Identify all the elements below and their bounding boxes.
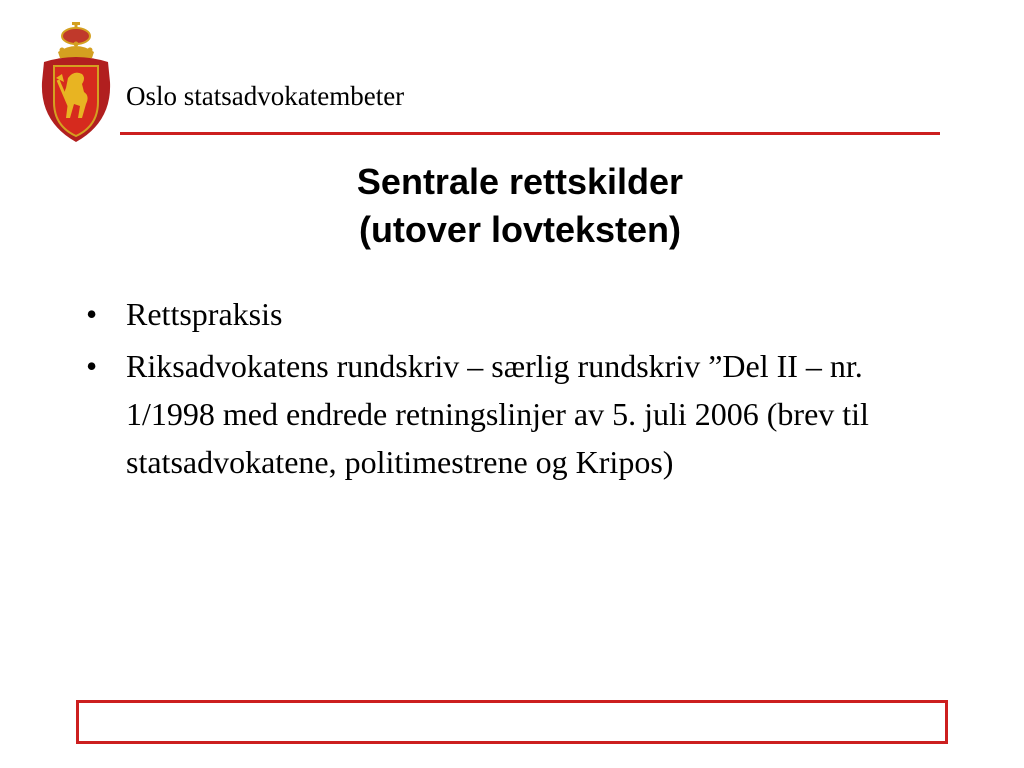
bullet-marker: • <box>86 348 98 384</box>
header-divider <box>120 132 940 135</box>
footer-box <box>76 700 948 744</box>
organization-name: Oslo statsadvokatembeter <box>126 81 405 111</box>
bullet-marker: • <box>86 296 98 332</box>
slide-title-line-2: (utover lovteksten) <box>358 209 682 250</box>
list-item <box>86 290 946 338</box>
bullet-text: Riksadvokatens rundskriv – særlig rundskriv ”Del II – nr. 1/1998 med endrede retningslinjer av 5. juli 2006 (brev til statsadvokatene, politimestrene og Kripos) <box>126 348 869 480</box>
slide-title <box>0 158 1024 254</box>
list-item <box>86 342 946 486</box>
slide-title-line-1: Sentrale rettskilder <box>356 161 684 202</box>
bullet-list <box>86 290 946 490</box>
bullet-text: Rettspraksis <box>126 296 283 332</box>
norwegian-coat-of-arms-icon <box>38 22 114 144</box>
